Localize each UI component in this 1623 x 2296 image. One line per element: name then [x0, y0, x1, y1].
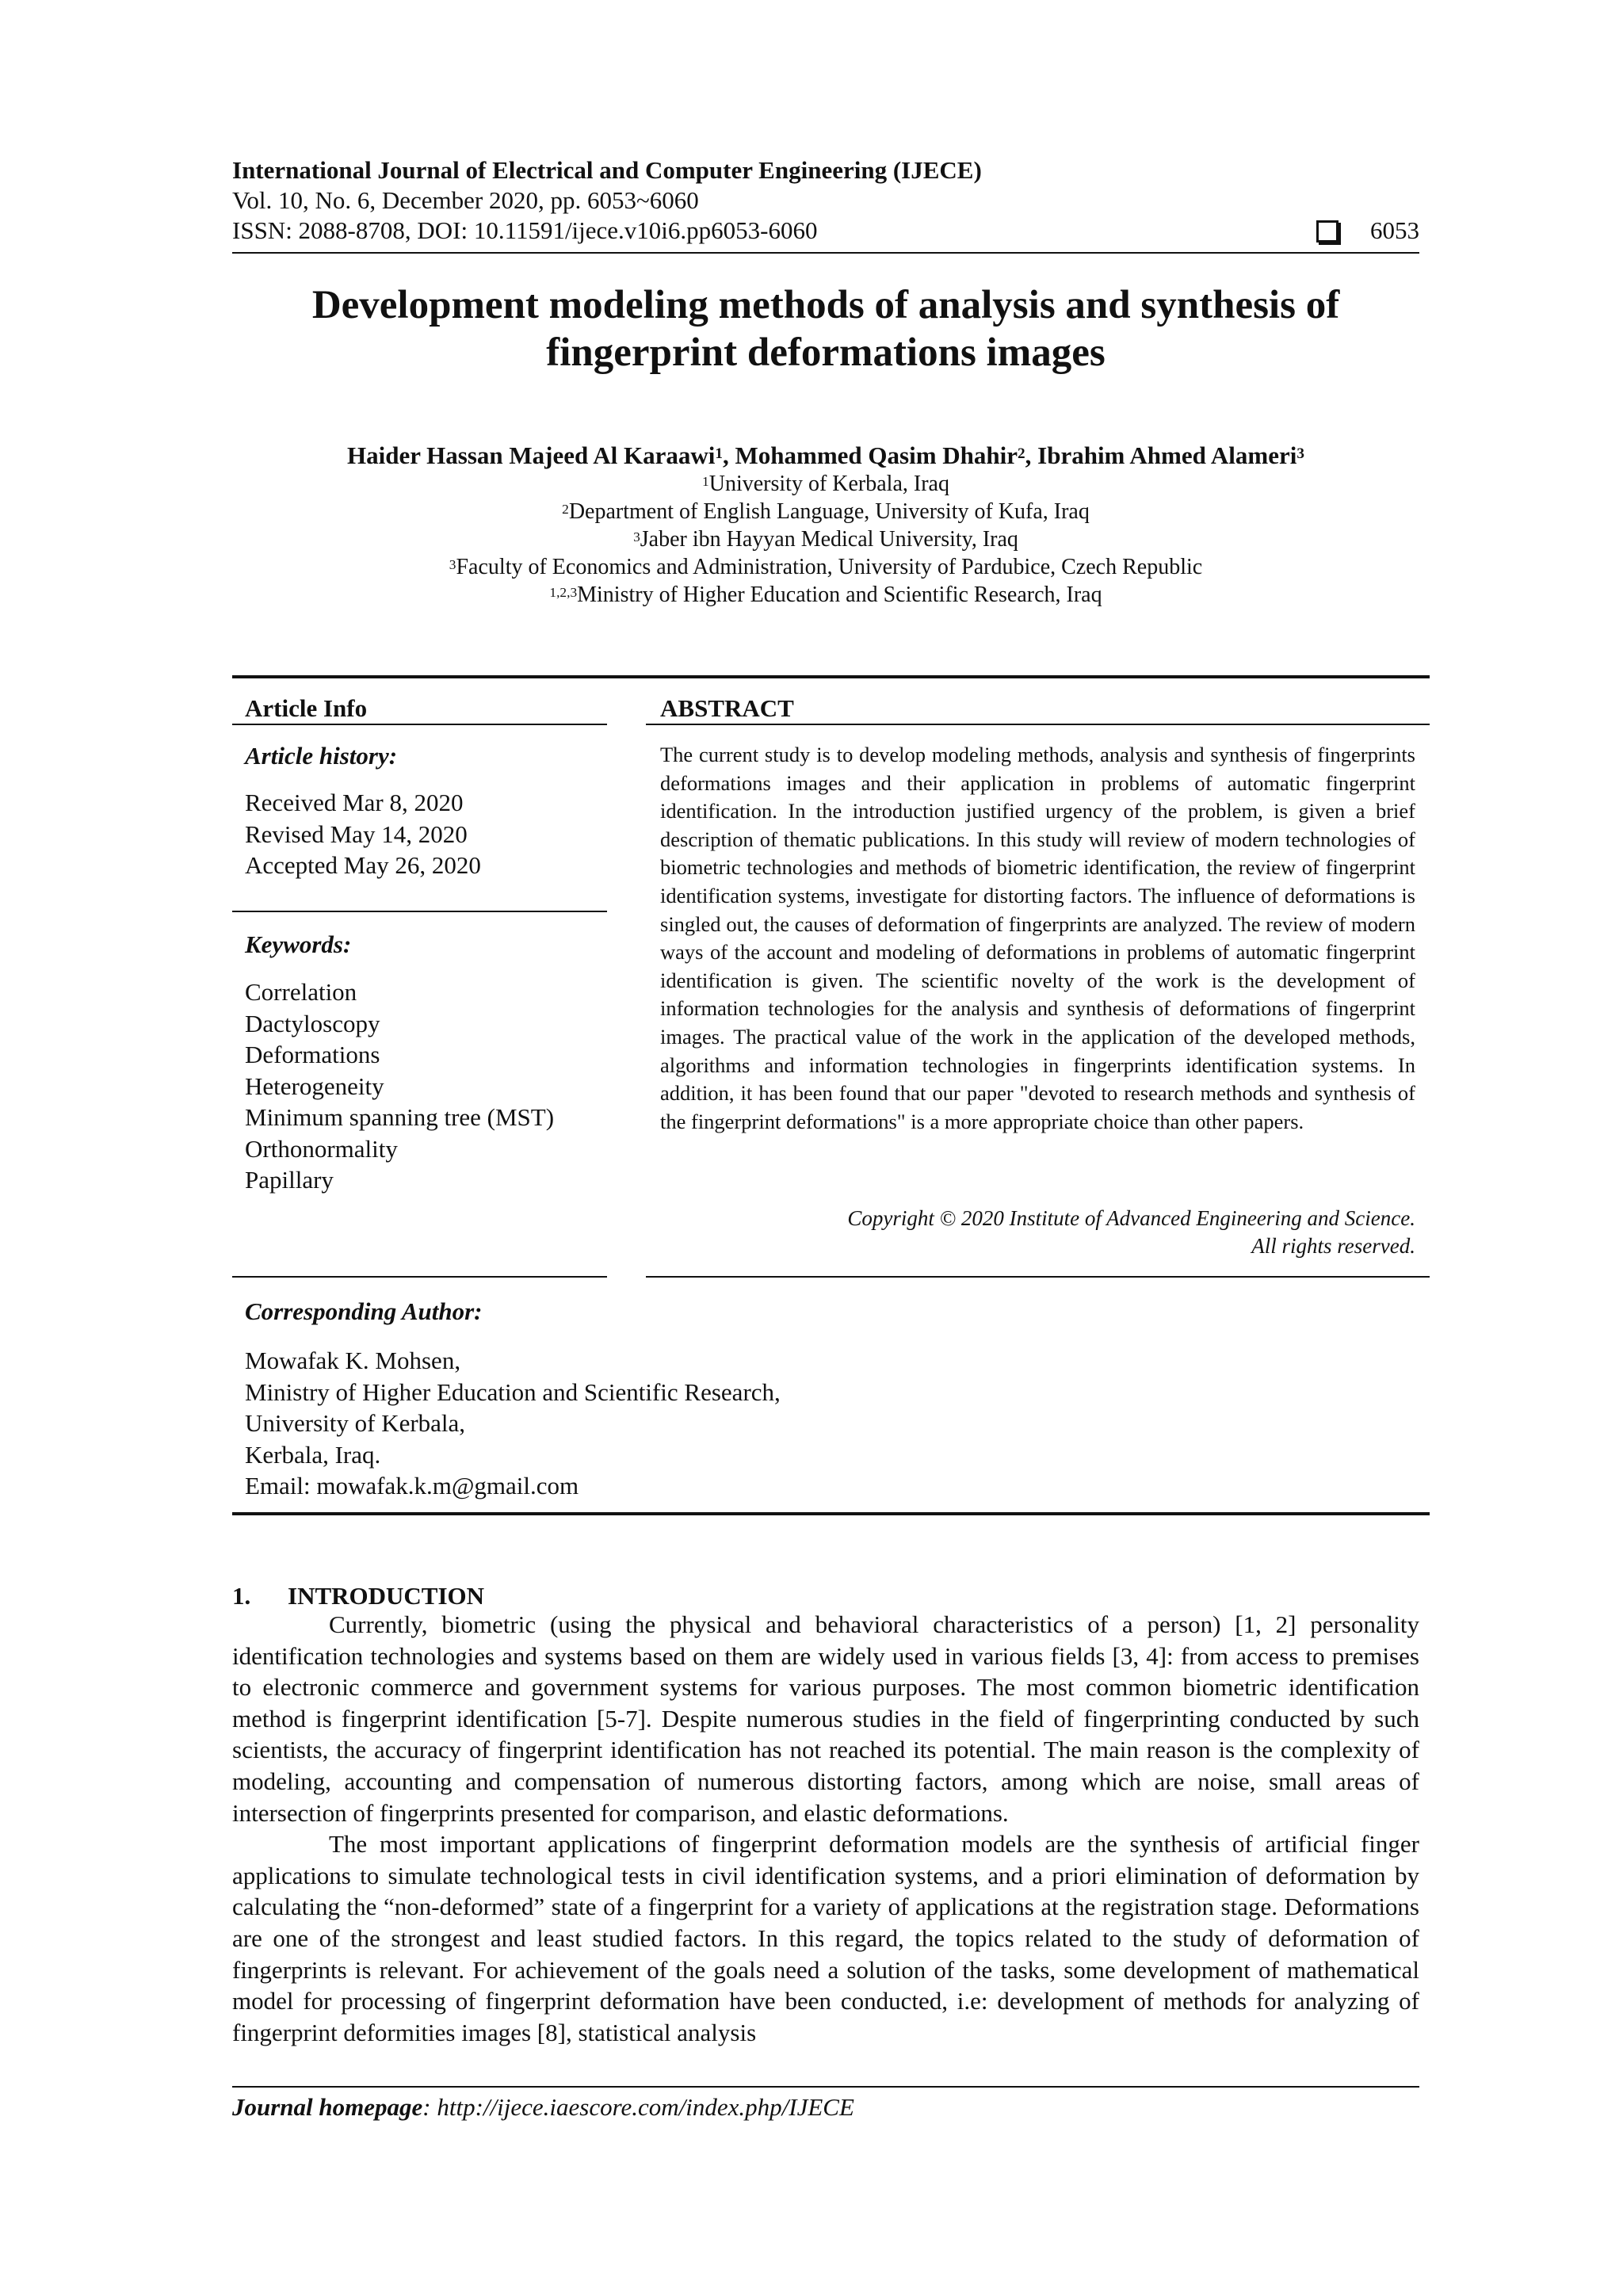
author-name: Mohammed Qasim Dhahir [735, 441, 1018, 469]
keyword-item: Papillary [245, 1166, 334, 1194]
journal-name: International Journal of Electrical and Computer Engineering (IJECE) [232, 156, 982, 184]
keyword-item: Dactyloscopy [245, 1009, 380, 1037]
article-info-rule [232, 724, 607, 725]
keywords-list [245, 976, 554, 1196]
abstract-bottom-rule [646, 1276, 1430, 1278]
paragraph: The most important applications of fingerprint deformation models are the synthesis of artificial finger applications to simulate technological tests in civil identification systems, and a priori elimination of deformation by calculating the “non-deformed” state of a fingerprint for a variety of applications at the registration stage. Deformations are one of the strongest and least studied factors. In this regard, the topics related to the study of deformation of fingerprints is relevant. For achievement of the goals need a solution of the tasks, some development of mathematical model for processing of fingerprint deformation have been conducted, i.e: development of methods for analyzing of fingerprint deformities images [8], statistical analysis [232, 1830, 1419, 2046]
affiliation: $^1$University of Kerbala, Iraq [702, 472, 949, 496]
affiliation: $^3$Jaber ibn Hayyan Medical University, Iraq [633, 527, 1018, 552]
introduction-body [232, 1609, 1419, 2048]
keyword-item: Correlation [245, 978, 357, 1006]
keyword-item: Heterogeneity [245, 1072, 384, 1100]
page-number: 6053 [1370, 216, 1419, 244]
journal-volume: Vol. 10, No. 6, December 2020, pp. 6053~6060 [232, 186, 699, 214]
keywords-heading: Keywords: [245, 930, 352, 958]
corresponding-email: Email: mowafak.k.m@gmail.com [245, 1472, 579, 1499]
history-item: Received Mar 8, 2020 [245, 789, 464, 816]
history-rule [232, 911, 607, 912]
article-info-heading: Article Info [245, 694, 368, 722]
section-number: 1. [232, 1582, 251, 1610]
author-name: Ibrahim Ahmed Alameri [1037, 441, 1297, 469]
keywords-rule [232, 1276, 607, 1278]
title-line-2: fingerprint deformations images [546, 330, 1106, 375]
journal-homepage [232, 2092, 854, 2122]
checkbox-square-icon [1316, 220, 1338, 243]
paragraph: Currently, biometric (using the physical and behavioral characteristics of a person) [1, 2] personality identification technologies and systems based on them are widely used in various fields [3, 4]: from access to premises to electronic commerce and government systems for various purposes. The most common biometric identification method is fingerprint identification [5-7]. Despite numerous studies in the field of fingerprinting conducted by such scientists, the accuracy of fingerprint identification has not reached its potential. The main reason is the complexity of modeling, accounting and compensation of numerous distorting factors, among which are noise, small areas of intersection of fingerprints presented for comparison, and elastic deformations. [232, 1610, 1419, 1827]
info-box-bottom-rule [232, 1512, 1430, 1515]
homepage-label: Journal homepage [232, 2093, 423, 2121]
footer-divider [232, 2086, 1419, 2088]
info-box-top-rule [232, 675, 1430, 678]
article-history-list [245, 787, 481, 881]
section-title: INTRODUCTION [288, 1582, 485, 1610]
copyright-notice: Copyright © 2020 Institute of Advanced Engineering and Science. All rights reserved. [847, 1206, 1415, 1258]
history-item: Accepted May 26, 2020 [245, 851, 481, 879]
abstract-rule [646, 724, 1430, 725]
author-sup: 1 [715, 445, 724, 463]
affiliation: $^2$Department of English Language, University of Kufa, Iraq [562, 499, 1090, 524]
keyword-item: Deformations [245, 1041, 380, 1068]
paper-title [232, 281, 1419, 376]
affiliation: $^3$Faculty of Economics and Administration, University of Pardubice, Czech Republic [449, 555, 1203, 579]
section-heading [232, 1581, 484, 1611]
page-number-block [1316, 216, 1419, 246]
header-divider [232, 252, 1419, 254]
author-sup: 2 [1018, 445, 1025, 463]
author-name: Haider Hassan Majeed Al Karaawi [347, 441, 716, 469]
affiliation: $^{1,2,3}$Ministry of Higher Education and Scientific Research, Iraq [549, 583, 1102, 607]
corresponding-heading: Corresponding Author: [245, 1297, 483, 1325]
keyword-item: Minimum spanning tree (MST) [245, 1103, 555, 1131]
abstract-text: The current study is to develop modeling methods, analysis and synthesis of fingerprints deformations images and their application in problems of automatic fingerprint identification. In the introduction justified urgency of the problem, is given a brief description of thematic publications. In this study will review of modern technologies of biometric technologies and methods of biometric identification, the review of fingerprint identification systems, investigate for distorting factors. The influence of deformations is singled out, the causes of deformation of fingerprints are analyzed. The review of modern ways of the account and modeling of deformations in problems of automatic fingerprint identification is given. The scientific novelty of the work is the development of information technologies for the analysis and synthesis of deformations of fingerprint images. The practical value of the work in the application of the developed methods, algorithms and information technologies in fingerprints identification systems. In addition, it has been found that our paper "devoted to research methods and synthesis of the fingerprint deformations" is a more appropriate choice than other papers. [660, 743, 1415, 1133]
homepage-url[interactable]: : http://ijece.iaescore.com/index.php/IJECE [422, 2093, 854, 2121]
title-line-1: Development modeling methods of analysis and synthesis of [311, 283, 1340, 327]
abstract-heading: ABSTRACT [660, 694, 794, 722]
keyword-item: Orthonormality [245, 1134, 398, 1163]
history-item: Revised May 14, 2020 [245, 819, 468, 848]
author-sup: 3 [1296, 445, 1304, 463]
article-history-heading: Article history: [245, 742, 398, 770]
journal-issn: ISSN: 2088-8708, DOI: 10.11591/ijece.v10i6.pp6053-6060 [232, 216, 818, 244]
author-list: Haider Hassan Majeed Al Karaawi$^1$, Mohammed Qasim Dhahir$^2$, Ibrahim Ahmed Alameri$^3$ [347, 441, 1304, 469]
corresponding-details: Mowafak K. Mohsen, Ministry of Higher Education and Scientific Research, University of Kerbala, Kerbala, Iraq. Email: mowafak.k.m@gmail.com [245, 1345, 781, 1502]
